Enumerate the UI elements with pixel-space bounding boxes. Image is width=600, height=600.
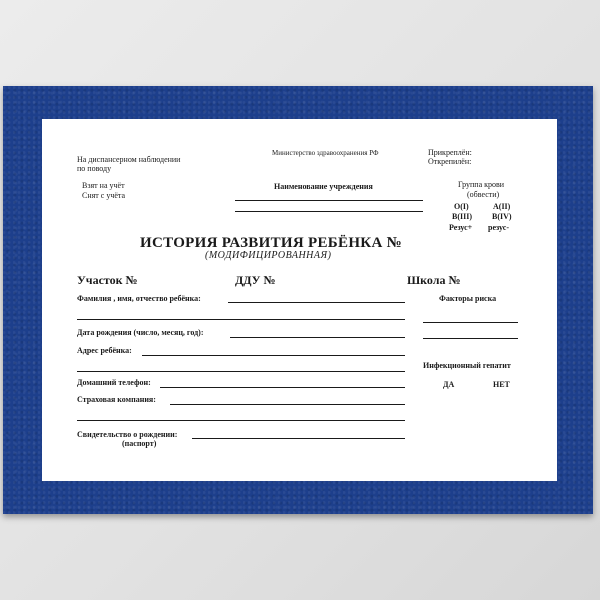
dispensary-label: На диспансерном наблюдении (77, 155, 181, 164)
child-name-label: Фамилия , имя, отчество ребёнка: (77, 294, 201, 303)
registered-label: Взят на учёт (82, 181, 125, 190)
birth-cert-label: Свидетельство о рождении: (77, 430, 178, 439)
form-subtitle: (МОДИФИЦИРОВАННАЯ) (205, 250, 332, 261)
blood-o: O(I) (454, 202, 469, 211)
insurance-line-1 (170, 404, 405, 405)
child-name-line-2 (77, 319, 405, 320)
ministry-label: Министерство здравоохранения РФ (272, 149, 379, 157)
institution-line-2 (235, 211, 423, 212)
rh-positive: Резус+ (449, 223, 473, 232)
rh-negative: резус- (488, 223, 510, 232)
institution-line-1 (235, 200, 423, 201)
detached-label: Открепилён: (428, 157, 472, 166)
institution-label: Наименование учреждения (274, 182, 373, 191)
insurance-label: Страховая компания: (77, 395, 156, 404)
address-label: Адрес ребёнка: (77, 346, 132, 355)
risk-line-1 (423, 322, 518, 323)
hepatitis-no: НЕТ (493, 380, 510, 389)
birth-date-label: Дата рождения (число, месяц, год): (77, 328, 204, 337)
medical-record-form (42, 119, 557, 481)
school-label: Школа № (407, 273, 461, 287)
phone-line (160, 387, 405, 388)
dispensary-reason-label: по поводу (77, 164, 112, 173)
child-name-line-1 (228, 302, 405, 303)
blood-ab: B(IV) (492, 212, 512, 221)
attached-label: Прикреплён: (428, 148, 472, 157)
birth-date-line (230, 337, 405, 338)
passport-label: (паспорт) (122, 439, 157, 448)
form-title: ИСТОРИЯ РАЗВИТИЯ РЕБЁНКА № (140, 235, 403, 251)
phone-label: Домашний телефон: (77, 378, 151, 387)
blood-group-hint: (обвести) (467, 190, 500, 199)
blood-a: A(II) (493, 202, 511, 211)
blood-group-label: Группа крови (458, 180, 505, 189)
insurance-line-2 (77, 420, 405, 421)
risk-factors-label: Факторы риска (439, 294, 497, 303)
address-line-1 (142, 355, 405, 356)
hepatitis-yes: ДА (443, 380, 455, 389)
blood-b: B(III) (452, 212, 473, 221)
address-line-2 (77, 371, 405, 372)
district-label: Участок № (77, 273, 138, 287)
hepatitis-label: Инфекционный гепатит (423, 361, 511, 370)
deregistered-label: Снят с учёта (82, 191, 126, 200)
birth-cert-line (192, 438, 405, 439)
risk-line-2 (423, 338, 518, 339)
ddu-label: ДДУ № (235, 273, 276, 287)
